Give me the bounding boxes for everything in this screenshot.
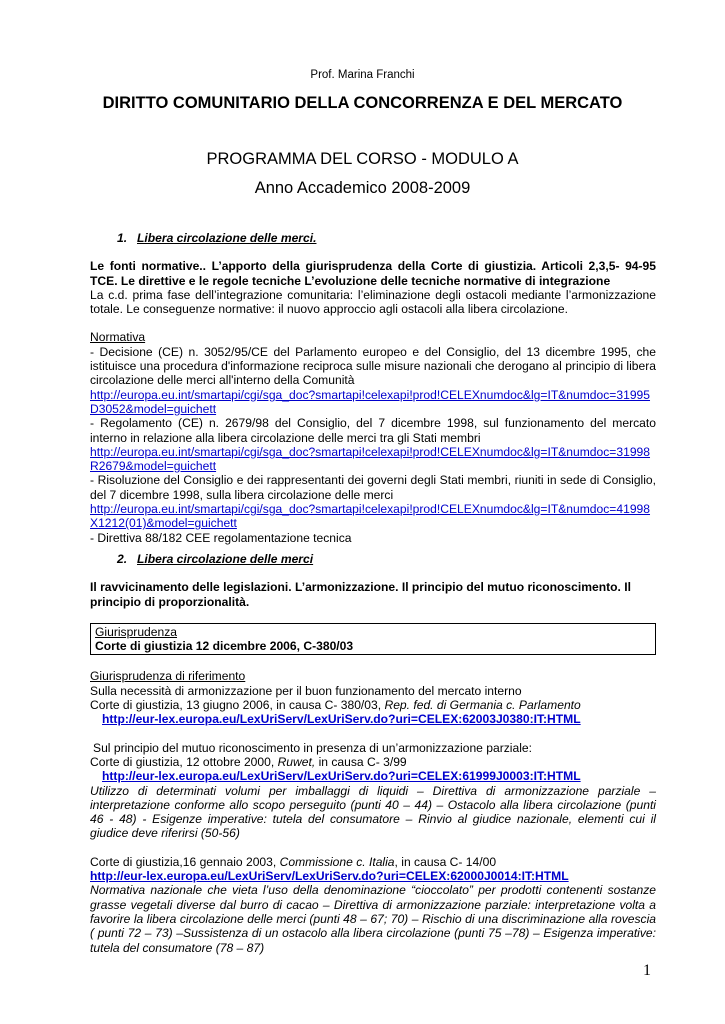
case-2-link[interactable]: http://eur-lex.europa.eu/LexUriServ/LexUriServ.do?uri=CELEX:61999J0003:IT:HTML xyxy=(102,769,581,784)
giurisprudenza-label: Giurisprudenza xyxy=(95,624,178,639)
case-1-citation: Corte di giustizia, 13 giugno 2006, in causa C- 380/03, Rep. fed. di Germania c. Parlamento xyxy=(90,698,581,713)
section-2-intro-bold: Il ravvicinamento delle legislazioni. L’armonizzazione. Il principio del mutuo riconoscimento. Il principio di proporzionalità. xyxy=(90,580,631,609)
section-1-title: Libera circolazione delle merci. xyxy=(137,231,317,245)
normativa-item: - Regolamento (CE) n. 2679/98 del Consiglio, del 7 dicembre 1998, sul funzionamento del mercato interno in relazione alla libera circolazione delle merci tra gli Stati membri xyxy=(90,416,656,445)
case-1-link[interactable]: http://eur-lex.europa.eu/LexUriServ/LexUriServ.do?uri=CELEX:62003J0380:IT:HTML xyxy=(102,712,581,727)
section-1 xyxy=(90,231,656,545)
section-2-heading: 2. Libera circolazione delle merci xyxy=(117,552,314,566)
case-2-citation: Corte di giustizia, 12 ottobre 2000, Ruwet, in causa C- 3/99 xyxy=(90,754,407,769)
case-3-link[interactable]: http://eur-lex.europa.eu/LexUriServ/LexUriServ.do?uri=CELEX:62000J0014:IT:HTML xyxy=(90,869,569,884)
normativa-label: Normativa xyxy=(90,330,146,345)
giurisprudenza-case: Corte di giustizia 12 dicembre 2006, C-380/03 xyxy=(95,639,354,654)
normativa-link[interactable]: http://europa.eu.int/smartapi/cgi/sga_doc?smartapi!celexapi!prod!CELEXnumdoc&lg=IT&numdoc=41998X1212(01)&model=guichett xyxy=(90,502,651,531)
section-1-intro-bold: Le fonti normative.. L’apporto della giurisprudenza della Corte di giustizia. Articoli 2,3,5- 94-95 TCE. Le direttive e le regole tecniche L’evoluzione delle tecniche normative di integrazione xyxy=(90,259,656,288)
direttiva-item: - Direttiva 88/182 CEE regolamentazione tecnica xyxy=(90,530,352,545)
academic-year: Anno Accademico 2008-2009 xyxy=(254,179,471,197)
normativa-link[interactable]: http://europa.eu.int/smartapi/cgi/sga_doc?smartapi!celexapi!prod!CELEXnumdoc&lg=IT&numdoc=31998R2679&model=guichett xyxy=(90,444,651,474)
page-number: 1 xyxy=(643,962,651,979)
giurisprudenza-box xyxy=(90,623,656,656)
case-3-note: Normativa nazionale che vieta l’uso della denominazione “cioccolato” per prodotti contenenti sostanze grasse vegetali diverse dal burro di cacao – Direttiva di armonizzazione parziale: interpretazione volta a favorire la libera circolazione delle merci (punti 48 – 67; 70) – Rischio di una discriminazione alla rovescia ( punti 72 – 73) –Sussistenza di un ostacolo alla libera circolazione (punti 75 –78) – Esigenza imperative: tutela del consumatore (78 – 87) xyxy=(90,883,656,955)
section-2 xyxy=(90,552,656,955)
normativa-link[interactable]: http://europa.eu.int/smartapi/cgi/sga_doc?smartapi!celexapi!prod!CELEXnumdoc&lg=IT&numdoc=31995D3052&model=guichett xyxy=(90,387,651,416)
section-1-intro-text: La c.d. prima fase dell’integrazione comunitaria: l’eliminazione degli ostacoli mediante l’armonizzazione totale. Le conseguenze normative: il nuovo approccio agli ostacoli alla libera circolazione. xyxy=(90,287,656,317)
section-1-heading: 1. Libera circolazione delle merci. xyxy=(117,231,317,245)
section-2-title: Libera circolazione delle merci xyxy=(137,552,314,566)
case-2-intro: Sul principio del mutuo riconoscimento in presenza di un’armonizzazione parziale: xyxy=(93,740,532,755)
document-title: DIRITTO COMUNITARIO DELLA CONCORRENZA E DEL MERCATO xyxy=(102,94,623,112)
normativa-item: - Decisione (CE) n. 3052/95/CE del Parlamento europeo e del Consiglio, del 13 dicembre 1995, che istituisce una procedura d'informazione reciproca sulle misure nazionali che derogano al principio di libera circolazione delle merci all'interno della Comunità xyxy=(90,344,656,388)
normativa-item: - Risoluzione del Consiglio e dei rappresentanti dei governi degli Stati membri, riuniti in sede di Consiglio, del 7 dicembre 1998, sulla libera circolazione delle merci xyxy=(90,473,656,502)
author-line: Prof. Marina Franchi xyxy=(310,69,415,81)
document-subtitle: PROGRAMMA DEL CORSO - MODULO A xyxy=(206,150,519,168)
case-1-intro: Sulla necessità di armonizzazione per il buon funzionamento del mercato interno xyxy=(90,683,522,698)
case-2-note: Utilizzo di determinati volumi per imballaggi di liquidi – Direttiva di armonizzazione parziale – interpretazione conforme allo scopo perseguito (punti 40 – 44) – Ostacolo alla libera circolazione (punti 46 - 48) - Esigenze imperative: tutela del consumatore – Rinvio al giudice nazionale, elementi cui il giudice deve riferirsi (50-56) xyxy=(90,783,656,841)
rif-label: Giurisprudenza di riferimento xyxy=(90,669,246,684)
case-3-citation: Corte di giustizia,16 gennaio 2003, Commissione c. Italia, in causa C- 14/00 xyxy=(90,854,497,869)
